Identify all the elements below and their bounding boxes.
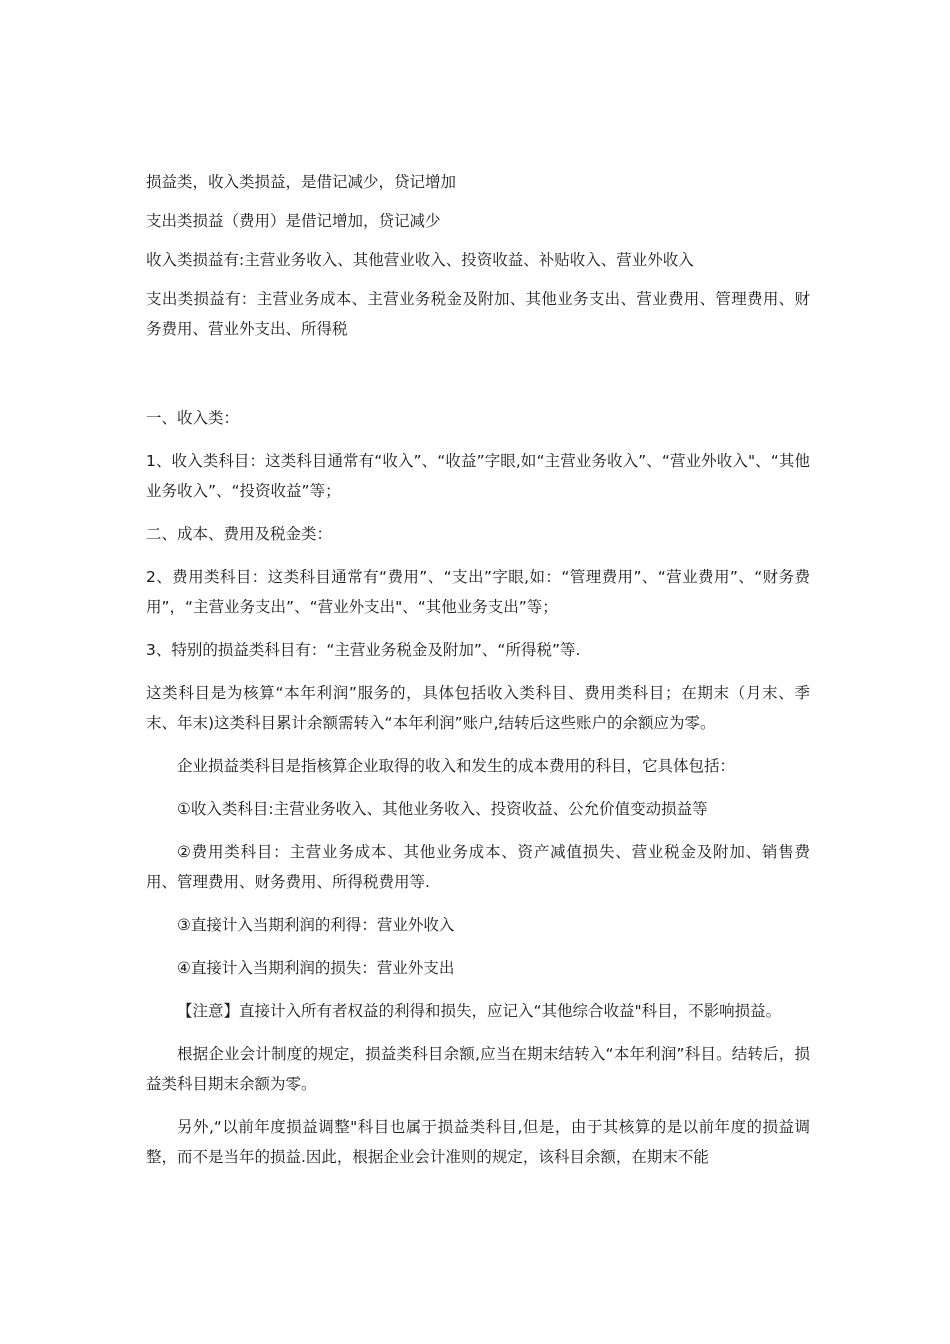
paragraph-definition-item-1: ①收入类科目:主营业务收入、其他业务收入、投资收益、公允价值变动损益等: [177, 800, 708, 818]
paragraph-income-accounts: 收入类损益有:主营业务收入、其他营业收入、投资收益、补贴收入、营业外收入: [146, 251, 694, 269]
paragraph-expense-accounts: 支出类损益有：主营业务成本、主营业务税金及附加、其他业务支出、营业费用、管理费用、财务费用、营业外支出、所得税: [146, 290, 810, 338]
paragraph-expense-rule: 支出类损益（费用）是借记增加，贷记减少: [146, 212, 441, 230]
paragraph-definition-item-3: ③直接计入当期利润的利得：营业外收入: [177, 916, 455, 934]
paragraph-prior-year-adjustment: 另外,“以前年度损益调整"科目也属于损益类科目,但是，由于其核算的是以前年度的损益调整，而不是当年的损益.因此，根据企业会计准则的规定，该科目余额，在期末不能: [146, 1118, 810, 1166]
paragraph-profit-loss-rule: 损益类，收入类损益，是借记减少，贷记增加: [146, 173, 457, 191]
paragraph-definition-intro: 企业损益类科目是指核算企业取得的收入和发生的成本费用的科目，它具体包括：: [177, 757, 736, 775]
document-body: [146, 167, 810, 1185]
paragraph-note: 【注意】直接计入所有者权益的利得和损失，应记入“其他综合收益"科目，不影响损益。: [177, 1002, 782, 1020]
paragraph-summary: 这类科目是为核算“本年利润”服务的，具体包括收入类科目、费用类科目；在期末（月末、季末、年末)这类科目累计余额需转入“本年利润”账户,结转后这些账户的余额应为零。: [146, 684, 810, 732]
paragraph-closing-rule: 根据企业会计制度的规定，损益类科目余额,应当在期末结转入“本年利润”科目。结转后，损益类科目期末余额为零。: [146, 1045, 810, 1093]
heading-income: 一、收入类：: [146, 409, 240, 427]
section-gap: [146, 357, 810, 403]
paragraph-definition-item-2: ②费用类科目：主营业务成本、其他业务成本、资产减值损失、营业税金及附加、销售费用、管理费用、财务费用、所得税费用等.: [146, 843, 810, 891]
paragraph-item-3: 3、特别的损益类科目有：“主营业务税金及附加”、“所得税”等.: [146, 641, 581, 659]
heading-cost: 二、成本、费用及税金类：: [146, 525, 333, 543]
paragraph-item-1: 1、收入类科目：这类科目通常有“收入”、“收益”字眼,如“主营业务收入”、“营业外收入"、“其他业务收入”、“投资收益”等；: [146, 452, 810, 500]
paragraph-item-2: 2、费用类科目：这类科目通常有“费用”、“支出”字眼,如：“管理费用”、“营业费用”、“财务费用”，“主营业务支出”、“营业外支出"、“其他业务支出”等；: [146, 568, 810, 616]
paragraph-definition-item-4: ④直接计入当期利润的损失：营业外支出: [177, 959, 455, 977]
